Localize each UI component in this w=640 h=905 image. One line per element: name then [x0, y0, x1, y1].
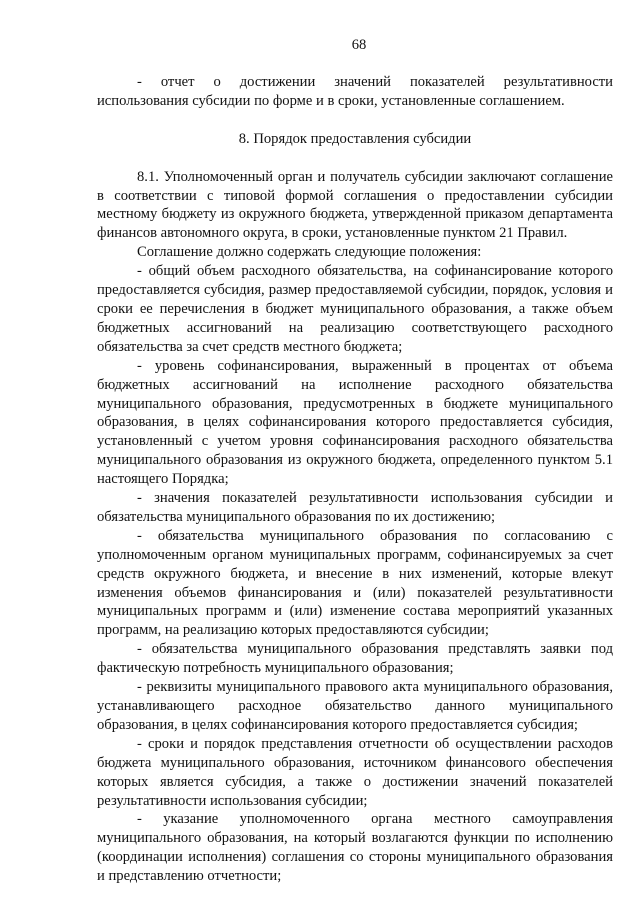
list-item: - обязательства муниципального образования представлять заявки под фактическую потребность муниципального образования;: [97, 641, 613, 677]
list-item: - уровень софинансирования, выраженный в процентах от объема бюджетных ассигнований на исполнение расходного обязательства муниципального образования, предусмотренных в бюджете муниципального образования, в целях софинансирования которого предоставляется субсидия, установленный с учетом уровня софинансирования расходного обязательства муниципального образования из окружного бюджета, определенного пунктом 5.1 настоящего Порядка;: [97, 357, 613, 488]
list-item: - обязательства муниципального образования по согласованию с уполномоченным органом муниципальных программ, софинансируемых за счет средств окружного бюджета, и внесение в них изменений, которые влекут изменения объемов финансирования и (или) показателей результативности муниципальных программ и (или) изменение состава мероприятий указанных программ, на реализацию которых предоставляются субсидии;: [97, 527, 613, 639]
list-item: - сроки и порядок представления отчетности об осуществлении расходов бюджета муниципального образования, источником финансового обеспечения которых является субсидия, а также о достижении значений показателей результативности использования субсидии;: [97, 735, 613, 809]
page-number: 68: [351, 37, 367, 53]
section-heading: 8. Порядок предоставления субсидии: [238, 130, 472, 147]
list-item: - указание уполномоченного органа местного самоуправления муниципального образования, на который возлагаются функции по исполнению (координации исполнения) соглашения со стороны муниципального образования и представлению отчетности;: [97, 811, 613, 885]
list-item: - реквизиты муниципального правового акта муниципального образования, устанавливающего расходное обязательство данного муниципального образования, в целях софинансирования которого предоставляется субсидия;: [97, 679, 613, 733]
agreement-intro: Соглашение должно содержать следующие положения:: [137, 244, 482, 261]
list-item: - общий объем расходного обязательства, на софинансирование которого предоставляется субсидия, размер предоставляемой субсидии, порядок, условия и сроки ее перечисления в бюджет муниципального образования, а также объем бюджетных ассигнований на реализацию соответствующего расходного обязательства за счет средств местного бюджета;: [97, 263, 613, 355]
clause-8-1: 8.1. Уполномоченный орган и получатель субсидии заключают соглашение в соответствии с типовой формой соглашения о предоставлении субсидии местному бюджету из окружного бюджета, утвержденной приказом департамента финансов автономного округа, в сроки, установленные пунктом 21 Правил.: [97, 168, 613, 242]
report-item: - отчет о достижении значений показателей результативности использования субсидии по форме и в сроки, установленные соглашением.: [97, 73, 613, 109]
document-page: [97, 36, 613, 886]
list-item: - значения показателей результативности использования субсидии и обязательства муниципального образования по их достижению;: [97, 490, 613, 525]
